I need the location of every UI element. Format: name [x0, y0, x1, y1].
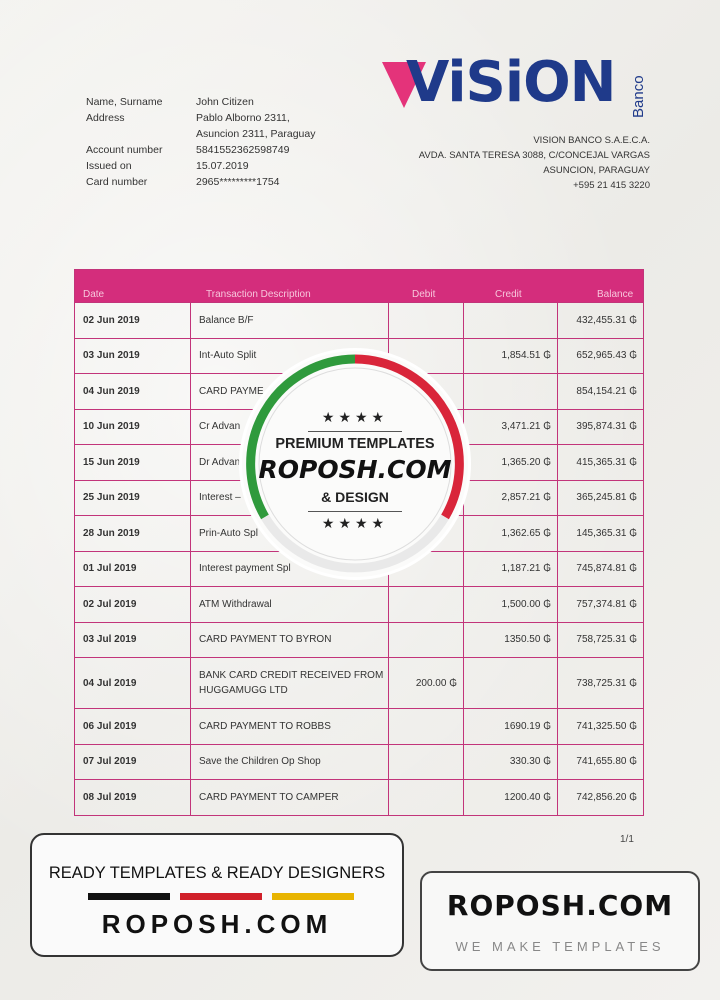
cell-credit: 1,362.65 ₲: [463, 516, 557, 551]
table-row: [75, 302, 643, 338]
cell-date: 06 Jul 2019: [83, 720, 137, 732]
stripe-yellow: [272, 893, 354, 900]
table-header: [75, 270, 643, 302]
cell-credit: 330.30 ₲: [463, 745, 557, 780]
cell-credit: 1,500.00 ₲: [463, 587, 557, 622]
cell-credit: [463, 374, 557, 409]
seal-line-1: PREMIUM TEMPLATES: [275, 436, 435, 452]
table-row: [75, 708, 643, 744]
cell-balance: 758,725.31 ₲: [557, 623, 643, 658]
stripe-red: [180, 893, 262, 900]
seal-divider-top: [308, 431, 402, 432]
cell-description: Prin-Auto Spl: [190, 516, 388, 551]
customer-info-label: Address: [86, 112, 125, 124]
seal-stars-bottom: ★★★★: [321, 515, 389, 531]
bank-address: [419, 133, 650, 193]
cell-description: CARD PAYME: [190, 374, 388, 409]
customer-info-value: John Citizen: [196, 96, 254, 108]
cell-balance: 738,725.31 ₲: [557, 658, 643, 708]
watermark-seal: [242, 351, 468, 577]
cell-debit: 200.00 ₲: [388, 658, 463, 708]
table-row: [75, 657, 643, 708]
cell-description: Dr Advan: [190, 445, 388, 480]
customer-info-row: [86, 126, 376, 142]
customer-info-row: [86, 142, 376, 158]
cell-date: 02 Jul 2019: [83, 598, 137, 610]
customer-info-label: Issued on: [86, 160, 132, 172]
cell-description: Balance B/F: [190, 303, 388, 338]
cell-credit: 2,857.21 ₲: [463, 481, 557, 516]
bank-street: AVDA. SANTA TERESA 3088, C/CONCEJAL VARGAS: [418, 150, 650, 161]
table-row: [75, 779, 643, 815]
cell-date: 25 Jun 2019: [83, 492, 140, 504]
cell-date: 01 Jul 2019: [83, 563, 137, 575]
cell-balance: 741,325.50 ₲: [557, 709, 643, 744]
cell-date: 07 Jul 2019: [83, 756, 137, 768]
customer-info-value: Pablo Alborno 2311,: [196, 112, 290, 124]
cell-description: BANK CARD CREDIT RECEIVED FROM HUGGAMUGG LTD: [190, 658, 388, 708]
cell-date: 04 Jun 2019: [83, 385, 140, 397]
cell-credit: 1,854.51 ₲: [463, 339, 557, 374]
stripe-black: [88, 893, 170, 900]
seal-stars-top: ★★★★: [321, 409, 389, 425]
customer-info-label: Card number: [86, 176, 148, 188]
flag-stripes: [88, 893, 354, 900]
bank-city: ASUNCION, PARAGUAY: [543, 165, 650, 176]
seal-divider-bottom: [308, 511, 402, 512]
banner-right-brand: ROPOSH.COM: [446, 889, 674, 922]
header-date: Date: [83, 289, 105, 300]
cell-date: 15 Jun 2019: [83, 456, 140, 468]
cell-date: 03 Jun 2019: [83, 350, 140, 362]
cell-balance: 145,365.31 ₲: [557, 516, 643, 551]
customer-info-row: [86, 110, 376, 126]
cell-debit: [388, 780, 463, 815]
cell-date: 28 Jun 2019: [83, 527, 140, 539]
promo-banner-left: [30, 833, 404, 957]
banner-left-title: READY TEMPLATES & READY DESIGNERS: [48, 864, 386, 882]
cell-debit: [388, 709, 463, 744]
cell-credit: 1,187.21 ₲: [463, 552, 557, 587]
customer-info-label: Name, Surname: [86, 96, 163, 108]
header-balance: Balance: [597, 289, 634, 300]
cell-description: Save the Children Op Shop: [190, 745, 388, 780]
cell-credit: [463, 658, 557, 708]
banner-right-tagline: WE MAKE TEMPLATES: [455, 939, 665, 954]
cell-credit: [463, 303, 557, 338]
cell-debit: [388, 623, 463, 658]
customer-info-row: [86, 174, 376, 190]
cell-balance: 741,655.80 ₲: [557, 745, 643, 780]
promo-banner-right: [420, 871, 700, 971]
customer-info-row: [86, 94, 376, 110]
header-credit: Credit: [495, 289, 522, 300]
cell-date: 03 Jul 2019: [83, 634, 137, 646]
customer-info-value: 5841552362598749: [196, 144, 290, 156]
cell-description: CARD PAYMENT TO BYRON: [190, 623, 388, 658]
cell-balance: 365,245.81 ₲: [557, 481, 643, 516]
customer-info-label: [86, 126, 196, 142]
cell-description: CARD PAYMENT TO ROBBS: [190, 709, 388, 744]
cell-debit: [388, 745, 463, 780]
banner-left-brand: ROPOSH.COM: [101, 909, 333, 939]
cell-credit: 3,471.21 ₲: [463, 410, 557, 445]
cell-debit: [388, 303, 463, 338]
cell-description: Int-Auto Split: [190, 339, 388, 374]
cell-credit: 1690.19 ₲: [463, 709, 557, 744]
bank-phone: +595 21 415 3220: [573, 180, 650, 191]
header-description: Transaction Description: [206, 289, 311, 300]
customer-info: [86, 94, 376, 190]
customer-info-value: 2965*********1754: [196, 176, 280, 188]
cell-description: Interest payment Spl: [190, 552, 388, 587]
cell-date: 08 Jul 2019: [83, 791, 137, 803]
cell-credit: 1,365.20 ₲: [463, 445, 557, 480]
table-row: [75, 586, 643, 622]
cell-description: CARD PAYMENT TO CAMPER: [190, 780, 388, 815]
cell-description: Cr Advan: [190, 410, 388, 445]
header-debit: Debit: [412, 289, 436, 300]
cell-description: ATM Withdrawal: [190, 587, 388, 622]
seal-line-3: & DESIGN: [321, 489, 389, 505]
cell-balance: 432,455.31 ₲: [557, 303, 643, 338]
cell-balance: 757,374.81 ₲: [557, 587, 643, 622]
customer-info-value: Asuncion 2311, Paraguay: [196, 128, 316, 140]
customer-info-value: 15.07.2019: [196, 160, 249, 172]
cell-balance: 742,856.20 ₲: [557, 780, 643, 815]
logo-side-text: Banco: [630, 75, 647, 118]
customer-info-row: [86, 158, 376, 174]
table-row: [75, 744, 643, 780]
page-number: 1/1: [620, 834, 634, 845]
cell-date: 04 Jul 2019: [83, 677, 137, 689]
cell-debit: [388, 587, 463, 622]
cell-credit: 1200.40 ₲: [463, 780, 557, 815]
cell-balance: 395,874.31 ₲: [557, 410, 643, 445]
cell-balance: 745,874.81 ₲: [557, 552, 643, 587]
cell-description: Interest –: [190, 481, 388, 516]
cell-credit: 1350.50 ₲: [463, 623, 557, 658]
cell-date: 02 Jun 2019: [83, 314, 140, 326]
bank-name: VISION BANCO S.A.E.C.A.: [533, 135, 650, 146]
cell-balance: 854,154.21 ₲: [557, 374, 643, 409]
cell-date: 10 Jun 2019: [83, 421, 140, 433]
logo-word: ViSiON: [406, 50, 616, 115]
customer-info-label: Account number: [86, 144, 163, 156]
cell-balance: 415,365.31 ₲: [557, 445, 643, 480]
cell-balance: 652,965.43 ₲: [557, 339, 643, 374]
bank-logo: [382, 50, 652, 126]
seal-line-2: ROPOSH.COM: [258, 455, 452, 484]
table-row: [75, 622, 643, 658]
